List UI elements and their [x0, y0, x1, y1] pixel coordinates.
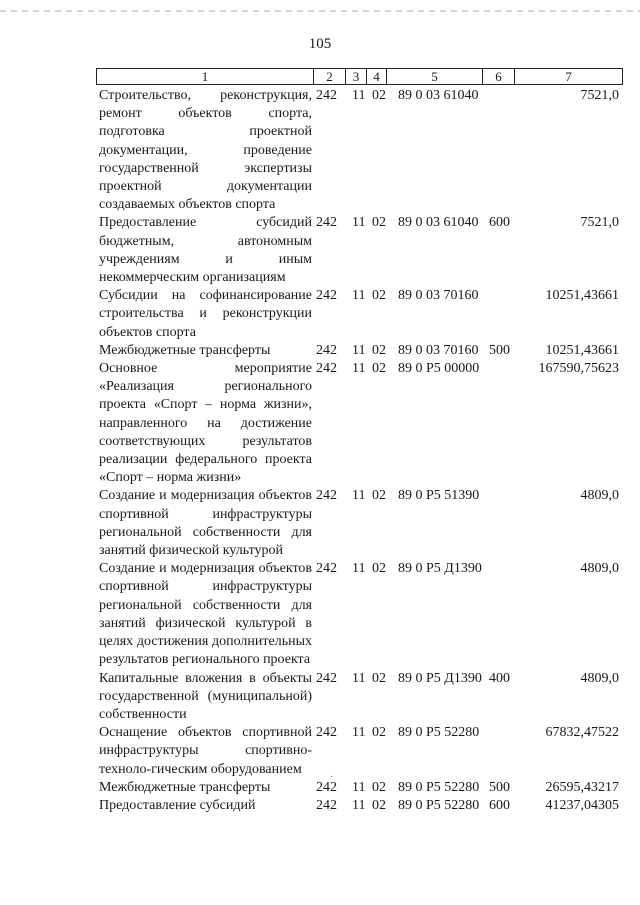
row-rz-code: 11 [352, 725, 366, 741]
row-rz-code: 11 [352, 88, 366, 103]
row-gr-code: 242 [316, 488, 337, 504]
row-gr-code: 242 [316, 561, 337, 577]
row-name: Оснащение объектов спортивной инфраструктуры спортивно-техноло-гическим оборудованием [99, 725, 312, 777]
row-gr-code: 242 [316, 361, 337, 377]
row-sum: 41237,04305 [545, 797, 619, 813]
row-cs-code: 89 0 P5 52280 [398, 725, 480, 741]
row-vr-code: 600 [489, 215, 510, 231]
row-rz-code: 11 [352, 342, 366, 358]
row-name: Строительство, реконструкция, ремонт объектов спорта, подготовка проектной документации, проведение государственной экспертизы проектной документации создаваемых объектов спорта [99, 88, 312, 213]
row-cs-code: 89 0 03 61040 [398, 215, 479, 231]
row-gr-code: 242 [316, 88, 337, 103]
row-rz-code: 11 [352, 488, 366, 504]
row-pr-code: 02 [372, 215, 386, 231]
header-col-7: 7 [565, 69, 572, 84]
row-sum: 4809,0 [580, 670, 619, 686]
table-row [96, 214, 623, 287]
row-name: Предоставление субсидий бюджетным, автономным учреждениям и иным некоммерческим организациям [99, 215, 312, 286]
row-rz-code: 11 [352, 779, 366, 795]
row-cs-code: 89 0 03 61040 [398, 88, 479, 103]
row-gr-code: 242 [316, 670, 337, 686]
row-name: Основное мероприятие «Реализация регионального проекта «Спорт – норма жизни», направленного на достижение соответствующих результатов реализации федерального проекта «Спорт – норма жизни» [99, 361, 312, 486]
table-row [96, 724, 623, 779]
table-row [96, 342, 623, 360]
row-gr-code: 242 [316, 342, 337, 358]
row-name: Межбюджетные трансферты [99, 342, 271, 358]
row-gr-code: 242 [316, 797, 337, 813]
row-cs-code: 89 0 P5 52280 [398, 779, 480, 795]
table-row [96, 360, 623, 487]
table-row [96, 779, 623, 797]
row-pr-code: 02 [372, 670, 386, 686]
table-row [96, 560, 623, 669]
table-row [96, 487, 623, 560]
row-gr-code: 242 [316, 215, 337, 231]
row-sum: 7521,0 [580, 215, 619, 231]
row-sum: 10251,43661 [545, 288, 619, 304]
row-gr-code: 242 [316, 725, 337, 741]
row-name: Создание и модернизация объектов спортивной инфраструктуры региональной собственности для занятий физической культурой [99, 488, 312, 559]
row-rz-code: 11 [352, 561, 366, 577]
table-header-row [96, 68, 623, 85]
row-vr-code: 500 [489, 342, 510, 358]
table-row [96, 670, 623, 725]
row-gr-code: 242 [316, 288, 337, 304]
row-rz-code: 11 [352, 361, 366, 377]
header-col-2: 2 [314, 69, 346, 84]
row-cs-code: 89 0 P5 51390 [398, 488, 480, 504]
header-col-5: 5 [387, 69, 483, 84]
table-row [96, 87, 623, 214]
row-sum: 10251,43661 [545, 342, 619, 358]
row-cs-code: 89 0 P5 Д1390 [398, 561, 482, 577]
row-rz-code: 11 [352, 215, 366, 231]
row-vr-code: 600 [489, 797, 510, 813]
row-rz-code: 11 [352, 288, 366, 304]
row-pr-code: 02 [372, 561, 386, 577]
row-sum: 26595,43217 [545, 779, 619, 795]
row-sum: 67832,47522 [545, 725, 619, 741]
page-number: 105 [308, 36, 332, 52]
row-name: Предоставление субсидий [99, 797, 256, 813]
scan-edge-dashes [0, 10, 640, 12]
row-sum: 7521,0 [580, 88, 619, 103]
row-cs-code: 89 0 03 70160 [398, 342, 479, 358]
header-col-1: 1 [97, 69, 314, 84]
row-pr-code: 02 [372, 288, 386, 304]
row-pr-code: 02 [372, 488, 386, 504]
row-pr-code: 02 [372, 342, 386, 358]
header-col-6: 6 [483, 69, 515, 84]
row-cs-code: 89 0 03 70160 [398, 288, 479, 304]
row-name: Субсидии на софинансирование строительства и реконструкции объектов спорта [99, 288, 312, 340]
budget-table-body [96, 87, 623, 815]
row-pr-code: 02 [372, 361, 386, 377]
row-vr-code: 400 [489, 670, 510, 686]
row-sum: 167590,75623 [538, 361, 619, 377]
row-name: Капитальные вложения в объекты государственной (муниципальной) собственности [99, 670, 312, 722]
row-cs-code: 89 0 P5 Д1390 [398, 670, 482, 686]
row-cs-code: 89 0 P5 52280 [398, 797, 480, 813]
row-rz-code: 11 [352, 797, 366, 813]
row-rz-code: 11 [352, 670, 366, 686]
row-name: Межбюджетные трансферты [99, 779, 271, 795]
row-pr-code: 02 [372, 725, 386, 741]
row-pr-code: 02 [372, 797, 386, 813]
table-row [96, 287, 623, 342]
row-sum: 4809,0 [580, 488, 619, 504]
row-cs-code: 89 0 P5 00000 [398, 361, 480, 377]
row-pr-code: 02 [372, 779, 386, 795]
header-col-4: 4 [367, 69, 387, 84]
row-name: Создание и модернизация объектов спортивной инфраструктуры региональной собственности для занятий физической культурой в целях достижения дополнительных результатов регионального проекта [99, 561, 312, 668]
row-pr-code: 02 [372, 88, 386, 103]
row-vr-code: 500 [489, 779, 510, 795]
row-sum: 4809,0 [580, 561, 619, 577]
table-row [96, 797, 623, 815]
scan-speck: · [330, 772, 334, 783]
row-gr-code: 242 [316, 779, 337, 795]
header-col-3: 3 [346, 69, 367, 84]
